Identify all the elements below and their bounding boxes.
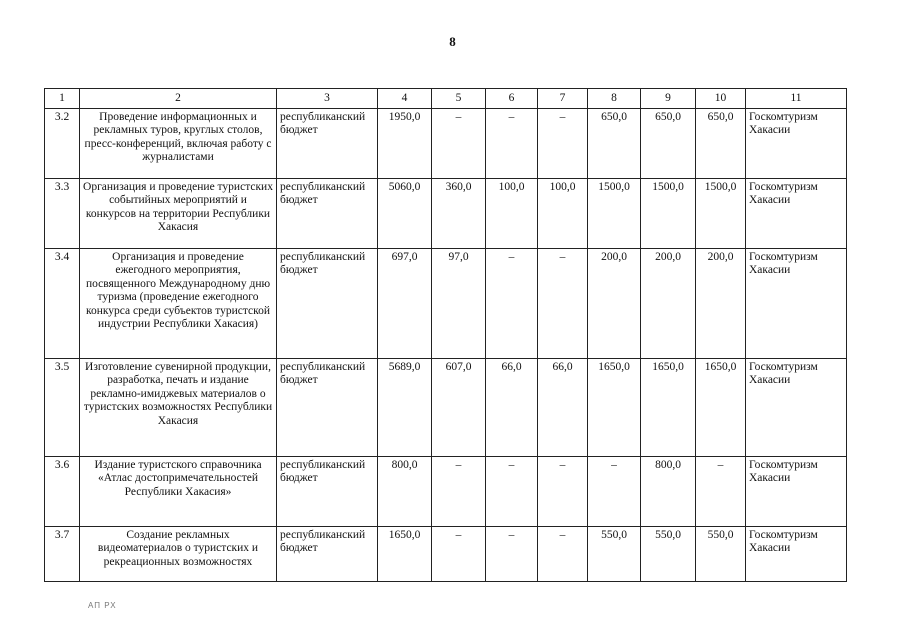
responsible-org: Госкомтуризм Хакасии [746,178,847,248]
value-cell: 650,0 [696,108,746,178]
column-header: 7 [538,89,588,109]
value-cell: – [486,456,538,526]
row-number: 3.4 [45,248,80,358]
value-cell: 1950,0 [378,108,432,178]
value-cell: – [432,456,486,526]
page-number: 8 [449,34,456,49]
table-row [45,248,847,358]
funding-source: республиканский бюджет [277,108,378,178]
value-cell: – [538,248,588,358]
table-row [45,456,847,526]
value-cell: 650,0 [641,108,696,178]
value-cell: – [538,456,588,526]
activity-name: Создание рекламных видеоматериалов о туристских и рекреационных возможностях [80,526,277,581]
table-row [45,178,847,248]
value-cell: 697,0 [378,248,432,358]
row-number: 3.2 [45,108,80,178]
responsible-org: Госкомтуризм Хакасии [746,358,847,456]
row-number: 3.7 [45,526,80,581]
value-cell: 66,0 [538,358,588,456]
responsible-org: Госкомтуризм Хакасии [746,108,847,178]
value-cell: 5060,0 [378,178,432,248]
value-cell: 100,0 [538,178,588,248]
table-row [45,526,847,581]
column-header: 8 [588,89,641,109]
column-header: 9 [641,89,696,109]
value-cell: – [696,456,746,526]
value-cell: 97,0 [432,248,486,358]
value-cell: – [588,456,641,526]
table-row [45,108,847,178]
responsible-org: Госкомтуризм Хакасии [746,526,847,581]
value-cell: 550,0 [641,526,696,581]
value-cell: – [486,248,538,358]
responsible-org: Госкомтуризм Хакасии [746,456,847,526]
responsible-org: Госкомтуризм Хакасии [746,248,847,358]
header-row [45,89,847,109]
column-header: 6 [486,89,538,109]
column-header: 2 [80,89,277,109]
value-cell: 66,0 [486,358,538,456]
activity-name: Проведение информационных и рекламных туров, круглых столов, пресс-конференций, включая работу с журналистами [80,108,277,178]
row-number: 3.3 [45,178,80,248]
value-cell: 1650,0 [588,358,641,456]
footer-mark: АП РХ [88,601,117,610]
table-row [45,358,847,456]
value-cell: 607,0 [432,358,486,456]
funding-source: республиканский бюджет [277,248,378,358]
value-cell: 5689,0 [378,358,432,456]
program-table [44,88,847,582]
activity-name: Изготовление сувенирной продукции, разработка, печать и издание рекламно-имиджевых материалов о туристских возможностях Республики Хакасия [80,358,277,456]
funding-source: республиканский бюджет [277,178,378,248]
value-cell: 800,0 [378,456,432,526]
value-cell: 800,0 [641,456,696,526]
column-header: 4 [378,89,432,109]
value-cell: – [486,108,538,178]
column-header: 3 [277,89,378,109]
funding-source: республиканский бюджет [277,526,378,581]
column-header: 10 [696,89,746,109]
column-header: 11 [746,89,847,109]
value-cell: – [538,526,588,581]
value-cell: 200,0 [641,248,696,358]
value-cell: 1650,0 [641,358,696,456]
column-header: 5 [432,89,486,109]
value-cell: 200,0 [588,248,641,358]
value-cell: 1500,0 [588,178,641,248]
value-cell: 1500,0 [696,178,746,248]
value-cell: 200,0 [696,248,746,358]
value-cell: – [432,526,486,581]
row-number: 3.5 [45,358,80,456]
funding-source: республиканский бюджет [277,358,378,456]
value-cell: 360,0 [432,178,486,248]
activity-name: Организация и проведение ежегодного мероприятия, посвященного Международному дню туризма (проведение ежегодного конкурса среди субъектов туристской индустрии Республики Хакасия) [80,248,277,358]
value-cell: – [432,108,486,178]
value-cell: 650,0 [588,108,641,178]
value-cell: 550,0 [588,526,641,581]
funding-source: республиканский бюджет [277,456,378,526]
value-cell: – [486,526,538,581]
value-cell: 1650,0 [696,358,746,456]
activity-name: Организация и проведение туристских событийных мероприятий и конкурсов на территории Республики Хакасия [80,178,277,248]
value-cell: 1500,0 [641,178,696,248]
activity-name: Издание туристского справочника «Атлас достопримечательностей Республики Хакасия» [80,456,277,526]
value-cell: – [538,108,588,178]
row-number: 3.6 [45,456,80,526]
value-cell: 100,0 [486,178,538,248]
value-cell: 550,0 [696,526,746,581]
value-cell: 1650,0 [378,526,432,581]
column-header: 1 [45,89,80,109]
